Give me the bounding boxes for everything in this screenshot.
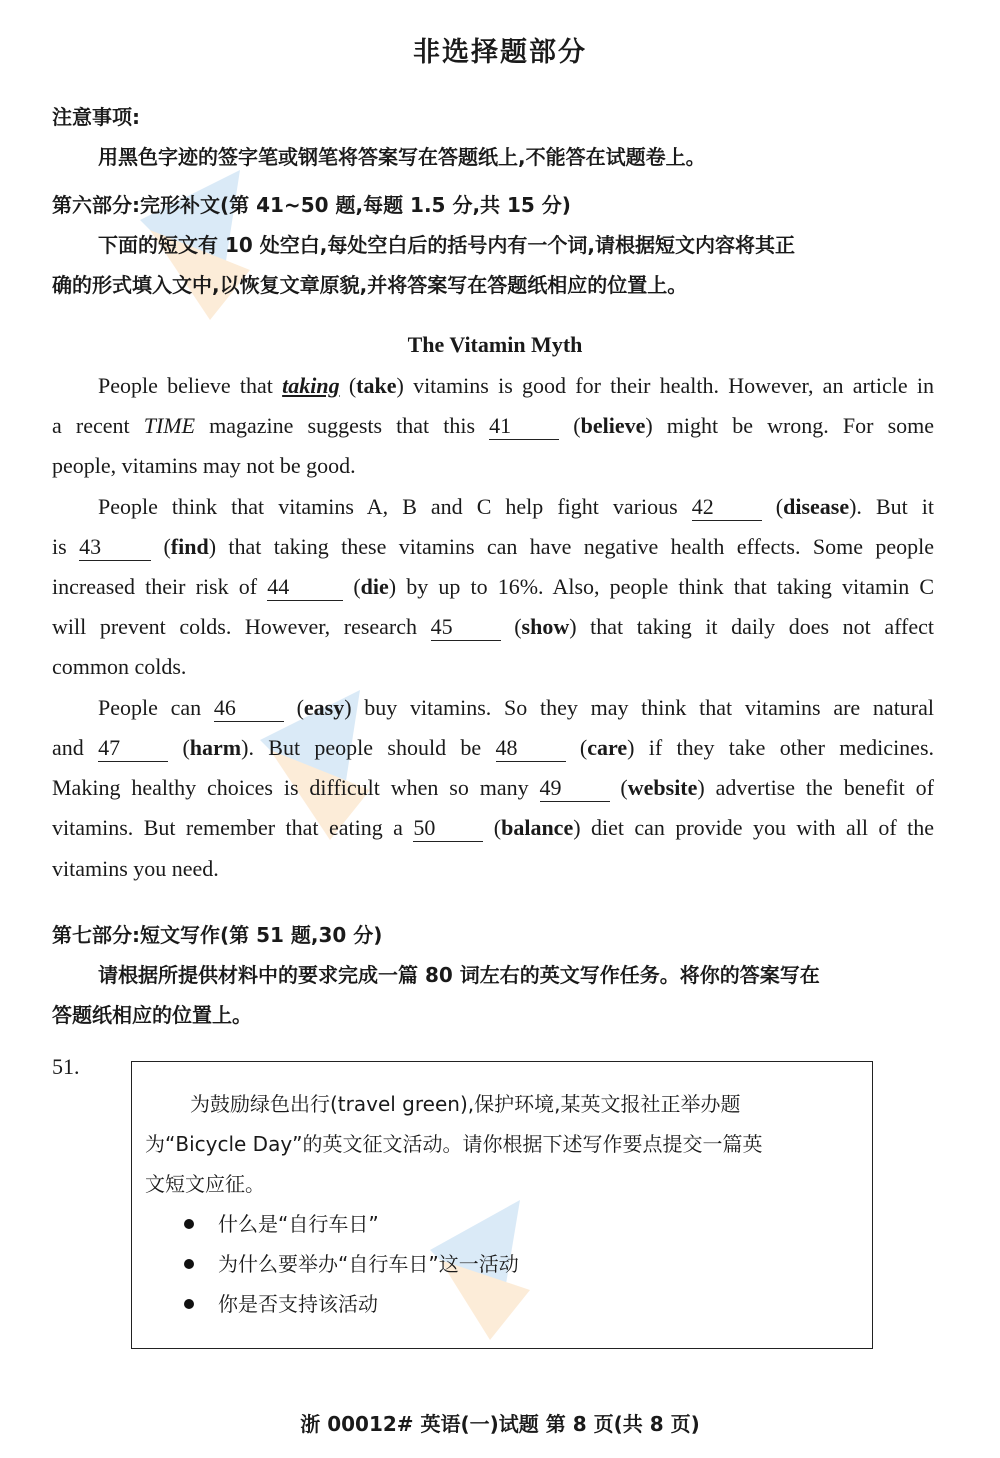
notice-body: 用黑色字迹的签字笔或钢笔将答案写在答题纸上,不能答在试题卷上。 [98,145,706,169]
blank-48[interactable]: 48 [496,735,566,762]
passage-line: people, vitamins may not be good. [52,453,356,478]
passage-line: People think that vitamins A, B and C help fight various 42 (disease). But it [98,494,934,519]
notice-heading: 注意事项: [52,105,140,129]
hint-word-42: disease [783,494,850,519]
passage-line: is 43 (find) that taking these vitamins can have negative health effects. Some people [52,534,935,559]
hint-word-44: die [360,574,389,599]
hint-word-45: show [521,614,570,639]
blank-46[interactable]: 46 [214,695,284,722]
passage-line: and 47 (harm). But people should be 48 (care) if they take other medicines. [52,735,935,760]
blank-45[interactable]: 45 [431,614,501,641]
magazine-name: TIME [143,413,196,438]
prompt-line: 为鼓励绿色出行(travel green),保护环境,某英文报社正举办题 [190,1092,741,1116]
prompt-bullet: 什么是“自行车日” [218,1212,379,1236]
example-word: take [356,373,397,398]
bullet-icon [184,1299,194,1309]
part6-instruction-1: 下面的短文有 10 处空白,每处空白后的括号内有一个词,请根据短文内容将其正 [98,233,795,257]
hint-word-47: harm [189,735,242,760]
passage-line: People can 46 (easy) buy vitamins. So they may think that vitamins are natural [98,695,935,720]
part7-heading: 第七部分:短文写作(第 51 题,30 分) [52,923,383,947]
hint-word-41: believe [580,413,646,438]
prompt-bullet: 为什么要举办“自行车日”这一活动 [218,1252,519,1276]
bullet-icon [184,1219,194,1229]
page-footer: 浙 00012# 英语(一)试题 第 8 页(共 8 页) [300,1412,700,1436]
bullet-icon [184,1259,194,1269]
blank-42[interactable]: 42 [692,494,762,521]
hint-word-46: easy [303,695,345,720]
passage-line: vitamins you need. [52,856,219,881]
blank-41[interactable]: 41 [489,413,559,440]
passage-title: The Vitamin Myth [407,332,583,357]
question-number: 51. [52,1054,80,1079]
blank-50[interactable]: 50 [413,815,483,842]
passage-line: People believe that taking (take) vitamins is good for their health. However, an article in [98,373,935,398]
part6-instruction-2: 确的形式填入文中,以恢复文章原貌,并将答案写在答题纸相应的位置上。 [52,273,688,297]
passage-line: will prevent colds. However, research 45 (show) that taking it daily does not affect [52,614,935,639]
hint-word-50: balance [501,815,574,840]
prompt-line: 文短文应征。 [145,1172,265,1196]
prompt-bullet: 你是否支持该活动 [218,1292,378,1316]
passage-line: a recent TIME magazine suggests that this 41 (believe) might be wrong. For some [52,413,935,438]
blank-43[interactable]: 43 [79,534,151,561]
prompt-line: 为“Bicycle Day”的英文征文活动。请你根据下述写作要点提交一篇英 [145,1132,763,1156]
passage-line: common colds. [52,654,187,679]
part7-instruction-2: 答题纸相应的位置上。 [52,1003,252,1027]
part6-heading: 第六部分:完形补文(第 41~50 题,每题 1.5 分,共 15 分) [52,193,571,217]
hint-word-48: care [587,735,628,760]
passage-line: vitamins. But remember that eating a 50 (balance) diet can provide you with all of the [52,815,935,840]
hint-word-49: website [627,775,698,800]
hint-word-43: find [170,534,209,559]
passage-line: increased their risk of 44 (die) by up to 16%. Also, people think that taking vitamin C [52,574,934,599]
page-title: 非选择题部分 [413,37,587,68]
blank-49[interactable]: 49 [540,775,610,802]
passage-line: Making healthy choices is difficult when so many 49 (website) advertise the benefit of [52,775,934,800]
blank-44[interactable]: 44 [267,574,343,601]
example-answer: taking [282,373,340,398]
part7-instruction-1: 请根据所提供材料中的要求完成一篇 80 词左右的英文写作任务。将你的答案写在 [98,963,820,987]
blank-47[interactable]: 47 [98,735,168,762]
